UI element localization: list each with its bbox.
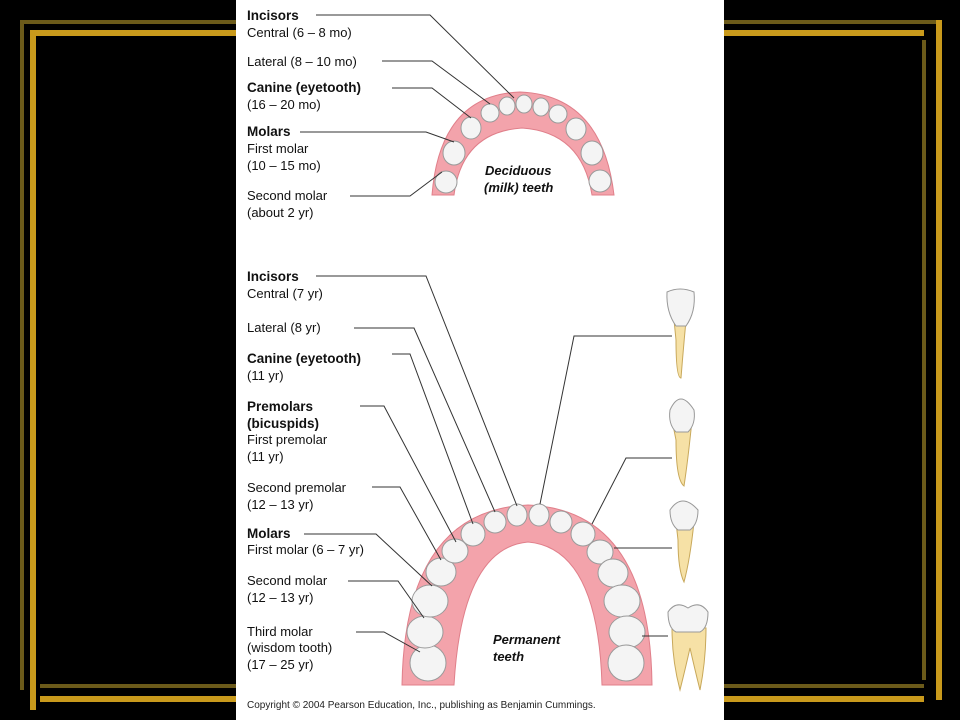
permanent-canine-label: Canine (eyetooth) (247, 351, 362, 366)
permanent-second-molar-label: Second molar (247, 573, 328, 588)
canine-tooth-illustration (670, 399, 695, 486)
permanent-arch (402, 504, 652, 685)
deciduous-title-line2: (milk) teeth (484, 180, 554, 195)
premolar-tooth-illustration (670, 501, 698, 582)
permanent-title-line2: teeth (493, 649, 525, 664)
deciduous-molars-label: Molars (247, 124, 291, 139)
deciduous-canine-age: (16 – 20 mo) (247, 97, 321, 112)
permanent-central-label: Central (7 yr) (247, 286, 323, 301)
permanent-lateral-label: Lateral (8 yr) (247, 320, 321, 335)
deciduous-second-molar-age: (about 2 yr) (247, 205, 314, 220)
permanent-third-molar-label: Third molar (247, 624, 313, 639)
deciduous-title-line1: Deciduous (485, 163, 552, 178)
permanent-second-premolar-age: (12 – 13 yr) (247, 497, 314, 512)
copyright-text: Copyright © 2004 Pearson Education, Inc., publishing as Benjamin Cummings. (247, 700, 596, 711)
permanent-title-line1: Permanent (493, 632, 561, 647)
deciduous-central-label: Central (6 – 8 mo) (247, 25, 352, 40)
permanent-second-molar-age: (12 – 13 yr) (247, 590, 314, 605)
permanent-premolars-label: Premolars (247, 399, 314, 414)
permanent-first-premolar-age: (11 yr) (247, 449, 284, 464)
permanent-third-molar-alt: (wisdom tooth) (247, 640, 333, 655)
deciduous-first-molar-label: First molar (247, 141, 309, 156)
incisor-tooth-illustration (667, 289, 694, 378)
molar-tooth-illustration (668, 605, 708, 690)
permanent-incisors-label: Incisors (247, 269, 299, 284)
permanent-canine-age: (11 yr) (247, 368, 284, 383)
deciduous-lateral-label: Lateral (8 – 10 mo) (247, 54, 357, 69)
deciduous-second-molar-label: Second molar (247, 188, 328, 203)
permanent-bicuspids-label: (bicuspids) (247, 416, 320, 431)
permanent-second-premolar-label: Second premolar (247, 480, 346, 495)
permanent-first-molar-label: First molar (6 – 7 yr) (247, 542, 365, 557)
deciduous-first-molar-age: (10 – 15 mo) (247, 158, 321, 173)
deciduous-canine-label: Canine (eyetooth) (247, 80, 362, 95)
deciduous-incisors-label: Incisors (247, 8, 299, 23)
permanent-first-premolar-label: First premolar (247, 432, 328, 447)
permanent-molars-label: Molars (247, 526, 291, 541)
permanent-third-molar-age: (17 – 25 yr) (247, 657, 314, 672)
